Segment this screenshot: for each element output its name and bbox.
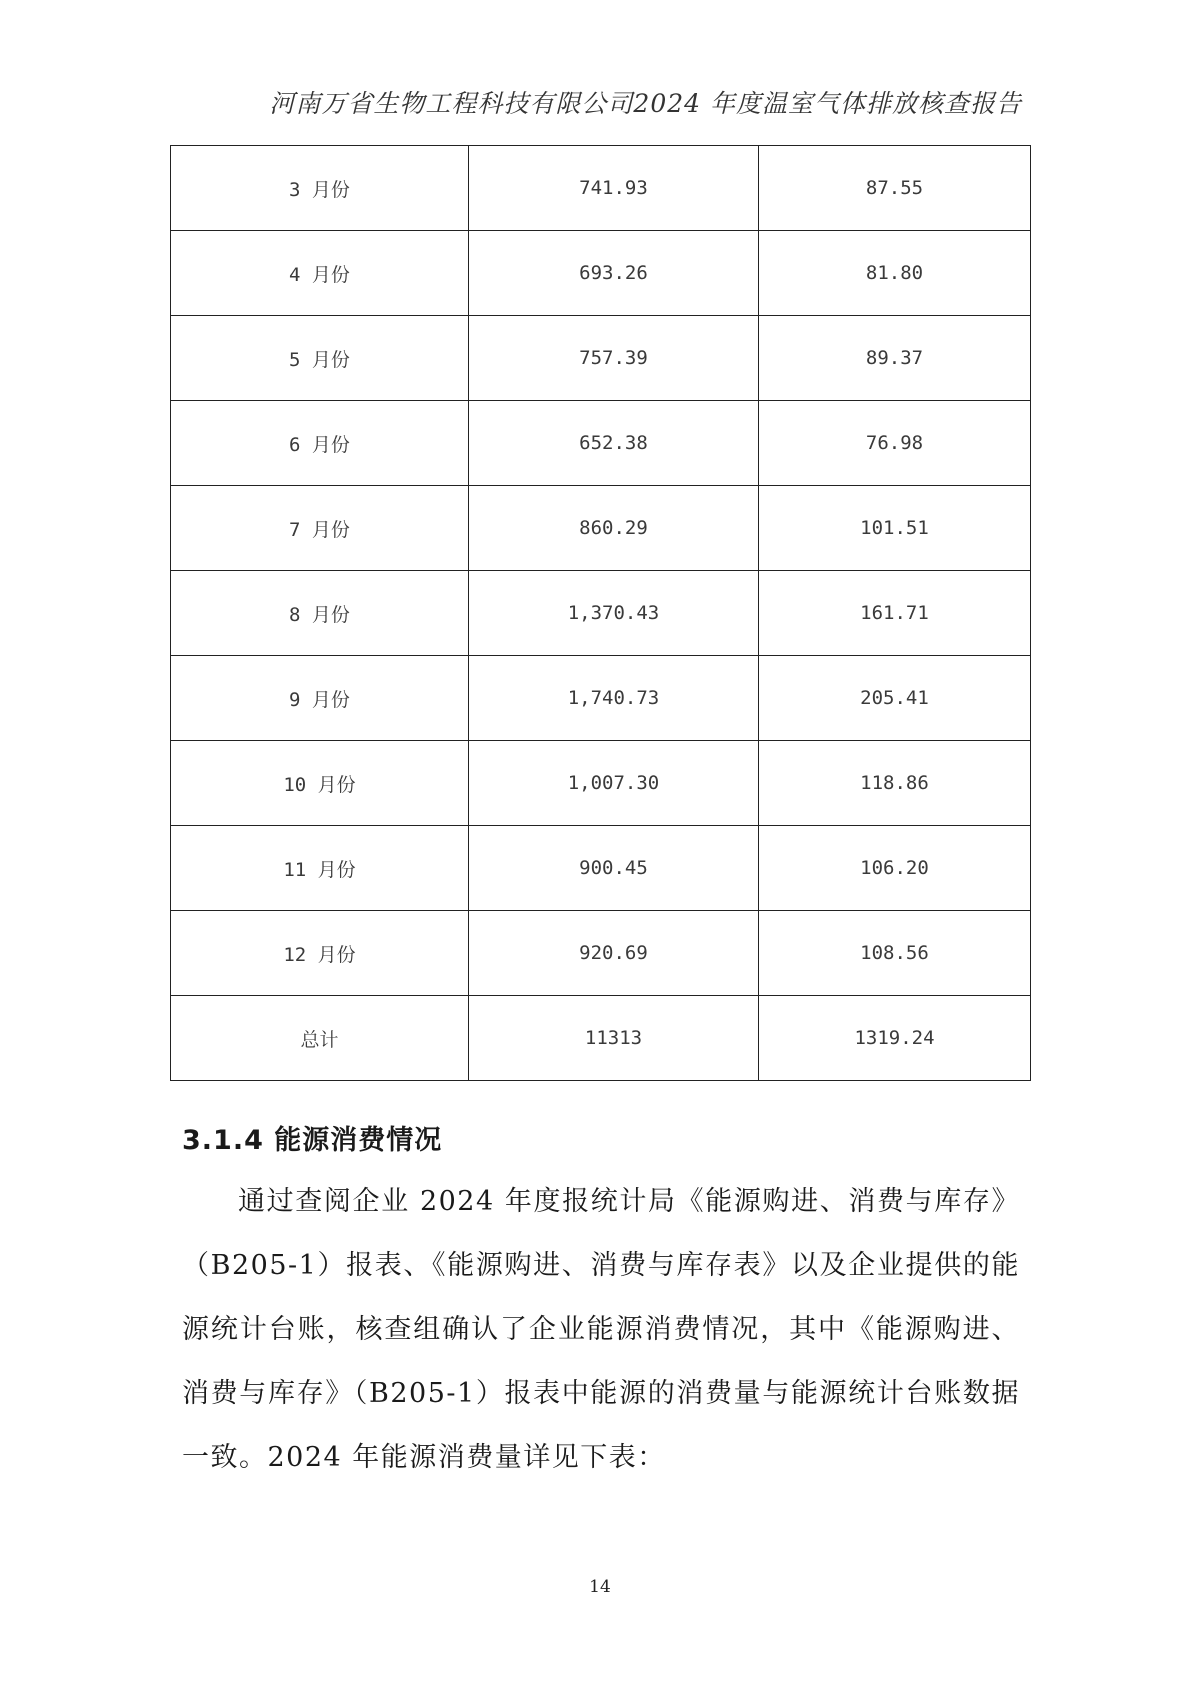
- month-cell: 8 月份: [171, 571, 469, 656]
- value1-cell: 1,007.30: [469, 741, 759, 826]
- value1-cell: 1,740.73: [469, 656, 759, 741]
- table-row: [171, 316, 1031, 401]
- data-table: [170, 145, 1031, 1081]
- section-heading: 3.1.4 能源消费情况: [182, 1125, 443, 1156]
- page-number: 14: [589, 1577, 611, 1597]
- value1-cell: 757.39: [469, 316, 759, 401]
- table-row: [171, 231, 1031, 316]
- value2-cell: 161.71: [759, 571, 1031, 656]
- value2-cell: 89.37: [759, 316, 1031, 401]
- value1-cell: 860.29: [469, 486, 759, 571]
- table-row: [171, 401, 1031, 486]
- month-cell: 9 月份: [171, 656, 469, 741]
- body-paragraph: 通过查阅企业 2024 年度报统计局《能源购进、消费与库存》（B205-1）报表、《能源购进、消费与库存表》以及企业提供的能源统计台账，核查组确认了企业能源消费情况，其中《能源购进、消费与库存》（B205-1）报表中能源的消费量与能源统计台账数据一致。2024 年能源消费量详见下表：: [182, 1186, 1020, 1473]
- value1-cell: 900.45: [469, 826, 759, 911]
- month-cell: 7 月份: [171, 486, 469, 571]
- table-row: [171, 741, 1031, 826]
- value1-cell: 693.26: [469, 231, 759, 316]
- month-cell: 4 月份: [171, 231, 469, 316]
- page-header: 河南万省生物工程科技有限公司2024 年度温室气体排放核查报告: [269, 89, 1022, 118]
- table-row: [171, 656, 1031, 741]
- month-cell: 6 月份: [171, 401, 469, 486]
- month-cell: 10 月份: [171, 741, 469, 826]
- table-row: [171, 146, 1031, 231]
- total-value2-cell: 1319.24: [759, 996, 1031, 1081]
- value2-cell: 76.98: [759, 401, 1031, 486]
- value2-cell: 81.80: [759, 231, 1031, 316]
- month-cell: 5 月份: [171, 316, 469, 401]
- value2-cell: 205.41: [759, 656, 1031, 741]
- value2-cell: 106.20: [759, 826, 1031, 911]
- value2-cell: 101.51: [759, 486, 1031, 571]
- value1-cell: 741.93: [469, 146, 759, 231]
- month-cell: 11 月份: [171, 826, 469, 911]
- month-cell: 3 月份: [171, 146, 469, 231]
- value2-cell: 118.86: [759, 741, 1031, 826]
- value1-cell: 920.69: [469, 911, 759, 996]
- total-label-cell: 总计: [171, 996, 469, 1081]
- value2-cell: 87.55: [759, 146, 1031, 231]
- table-row: [171, 486, 1031, 571]
- value2-cell: 108.56: [759, 911, 1031, 996]
- value1-cell: 1,370.43: [469, 571, 759, 656]
- month-cell: 12 月份: [171, 911, 469, 996]
- table-row: [171, 571, 1031, 656]
- table-row-total: [171, 996, 1031, 1081]
- table-row: [171, 826, 1031, 911]
- value1-cell: 652.38: [469, 401, 759, 486]
- total-value1-cell: 11313: [469, 996, 759, 1081]
- table-row: [171, 911, 1031, 996]
